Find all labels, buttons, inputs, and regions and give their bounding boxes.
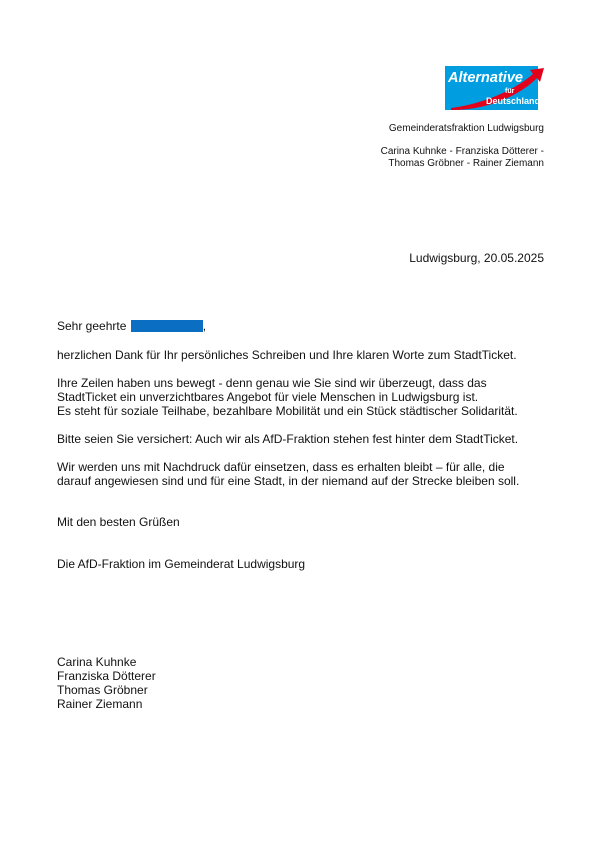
redacted-name xyxy=(131,320,203,332)
signatory: Rainer Ziemann xyxy=(57,697,143,711)
members-line-1: Carina Kuhnke - Franziska Dötterer - xyxy=(380,146,544,157)
members-list xyxy=(244,146,544,170)
afd-logo xyxy=(443,64,546,112)
paragraph-4 xyxy=(57,460,557,488)
paragraph-2 xyxy=(57,376,557,418)
members-line-2: Thomas Gröbner - Rainer Ziemann xyxy=(388,158,544,169)
paragraph-2-line-2: StadtTicket ein unverzichtbares Angebot für viele Menschen in Ludwigsburg ist. xyxy=(57,390,479,404)
paragraph-2-line-3: Es steht für soziale Teilhabe, bezahlbare Mobilität und ein Stück städtischer Solidarität. xyxy=(57,404,518,418)
signatory: Carina Kuhnke xyxy=(57,655,137,669)
salutation-text: Sehr geehrte xyxy=(57,319,127,333)
logo-text-deutschland: Deutschland xyxy=(486,96,541,106)
organization-name: Gemeinderatsfraktion Ludwigsburg xyxy=(388,123,544,134)
logo-text-alternative: Alternative xyxy=(448,70,523,86)
paragraph-1: herzlichen Dank für Ihr persönliches Schreiben und Ihre klaren Worte zum StadtTicket. xyxy=(57,348,517,362)
signatories-list xyxy=(57,655,557,711)
closing: Mit den besten Grüßen xyxy=(57,515,180,529)
salutation: Sehr geehrte , xyxy=(57,319,207,333)
sender: Die AfD-Fraktion im Gemeinderat Ludwigsburg xyxy=(57,557,306,571)
signatory: Thomas Gröbner xyxy=(57,683,148,697)
letter-date: Ludwigsburg, 20.05.2025 xyxy=(409,251,544,265)
signatory: Franziska Dötterer xyxy=(57,669,156,683)
paragraph-2-line-1: Ihre Zeilen haben uns bewegt - denn genau wie Sie sind wir überzeugt, dass das xyxy=(57,376,487,390)
paragraph-4-line-2: darauf angewiesen sind und für eine Stadt, in der niemand auf der Strecke bleiben soll. xyxy=(57,474,520,488)
logo-text-fuer: für xyxy=(505,88,515,95)
paragraph-3: Bitte seien Sie versichert: Auch wir als AfD-Fraktion stehen fest hinter dem StadtTicket. xyxy=(57,432,519,446)
paragraph-4-line-1: Wir werden uns mit Nachdruck dafür einsetzen, dass es erhalten bleibt – für alle, die xyxy=(57,460,505,474)
